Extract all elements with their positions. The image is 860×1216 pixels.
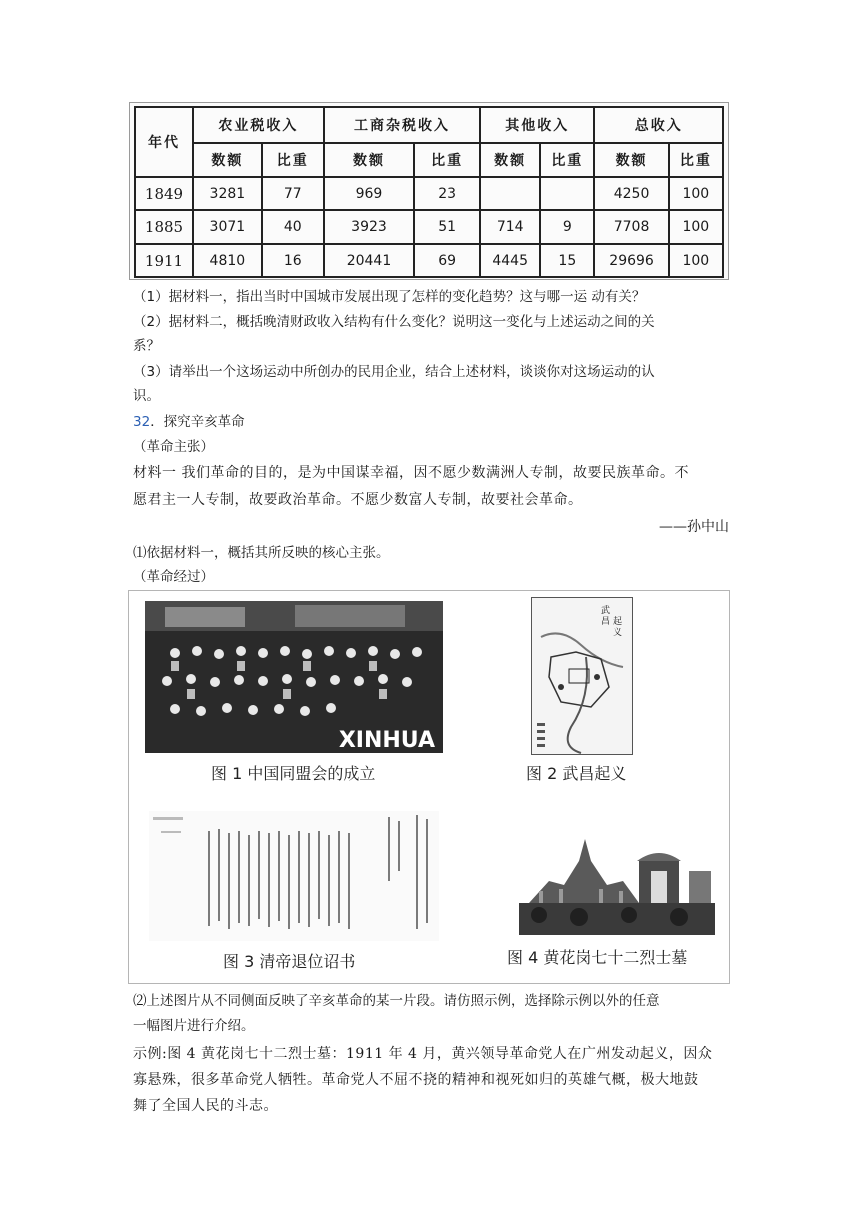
question-3-line1: （3）请举出一个这场运动中所创办的民用企业，结合上述材料，谈谈你对这场运动的认 — [133, 364, 655, 380]
material-source: ——孙中山 — [659, 519, 729, 535]
subheader-amount: 数额 — [193, 143, 262, 177]
header-total-income: 总收入 — [594, 107, 723, 143]
caption-figure-2: 图 2 武昌起义 — [526, 764, 627, 783]
table-cell: 29696 — [594, 244, 668, 277]
table-cell: 4250 — [594, 177, 668, 210]
table-cell — [480, 177, 540, 210]
table-cell: 9 — [540, 210, 594, 244]
table-row — [135, 210, 723, 244]
table-cell: 714 — [480, 210, 540, 244]
question-32-2-line1: ⑵上述图片从不同侧面反映了辛亥革命的某一片段。请仿照示例，选择除示例以外的任意 — [133, 993, 660, 1009]
map-label-char: 武 — [601, 606, 611, 616]
row-year: 1911 — [135, 244, 193, 277]
table-cell — [540, 177, 594, 210]
subheader-amount: 数额 — [480, 143, 540, 177]
section-32-title — [133, 411, 245, 433]
subheader-ratio: 比重 — [540, 143, 594, 177]
table-cell: 4445 — [480, 244, 540, 277]
question-number: 32 — [133, 414, 151, 430]
figure-panel — [128, 590, 730, 984]
table-cell: 4810 — [193, 244, 262, 277]
wuchang-uprising-map — [531, 597, 633, 755]
row-year: 1885 — [135, 210, 193, 244]
map-label-char: 起 — [613, 617, 623, 627]
photo-watermark: XINHUA — [338, 728, 435, 753]
table-row — [135, 244, 723, 277]
table-cell: 40 — [262, 210, 324, 244]
header-other-income: 其他收入 — [480, 107, 594, 143]
table-cell: 100 — [669, 244, 723, 277]
caption-figure-3: 图 3 清帝退位诏书 — [223, 952, 356, 971]
table-cell: 3281 — [193, 177, 262, 210]
table-cell: 100 — [669, 177, 723, 210]
table-cell: 969 — [324, 177, 414, 210]
question-1: （1）据材料一，指出当时中国城市发展出现了怎样的变化趋势？这与哪一运 动有关？ — [133, 289, 646, 305]
question-32-2-line2: 一幅图片进行介绍。 — [133, 1018, 255, 1034]
table-cell: 23 — [414, 177, 480, 210]
table-cell: 7708 — [594, 210, 668, 244]
table-cell: 20441 — [324, 244, 414, 277]
map-label-char: 昌 — [601, 617, 611, 627]
caption-figure-1: 图 1 中国同盟会的成立 — [211, 764, 376, 783]
revenue-table — [134, 106, 724, 278]
tongmenghui-photo — [145, 601, 443, 753]
example-line3: 舞了全国人民的斗志。 — [133, 1098, 278, 1114]
question-3-line2: 识。 — [133, 388, 160, 404]
question-2-line1: （2）据材料二，概括晚清财政收入结构有什么变化？说明这一变化与上述运动之间的关 — [133, 314, 655, 330]
table-cell: 69 — [414, 244, 480, 277]
subheader-amount: 数额 — [594, 143, 668, 177]
table-cell: 100 — [669, 210, 723, 244]
header-year: 年代 — [135, 107, 193, 177]
header-commerce-tax: 工商杂税收入 — [324, 107, 480, 143]
example-line2: 寡悬殊，很多革命党人牺牲。革命党人不屈不挠的精神和视死如归的英雄气概，极大地鼓 — [133, 1072, 699, 1088]
section-title-text: ．探究辛亥革命 — [150, 414, 245, 430]
subheader-ratio: 比重 — [669, 143, 723, 177]
material-one-line1: 材料一 我们革命的目的，是为中国谋幸福，因不愿少数满洲人专制，故要民族革命。不 — [133, 465, 689, 481]
material-one-line2: 愿君主一人专制，故要政治革命。不愿少数富人专制，故要社会革命。 — [133, 492, 583, 508]
table-cell: 15 — [540, 244, 594, 277]
map-label-char: 义 — [613, 628, 623, 638]
table-cell: 3071 — [193, 210, 262, 244]
huanghuagang-memorial-photo — [519, 831, 715, 935]
table-cell: 16 — [262, 244, 324, 277]
table-cell: 3923 — [324, 210, 414, 244]
revenue-table-image — [129, 102, 729, 280]
header-agri-tax: 农业税收入 — [193, 107, 324, 143]
row-year: 1849 — [135, 177, 193, 210]
subheader-ratio: 比重 — [262, 143, 324, 177]
subheader-amount: 数额 — [324, 143, 414, 177]
question-32-1: ⑴依据材料一，概括其所反映的核心主张。 — [133, 545, 390, 561]
subheader-ratio: 比重 — [414, 143, 480, 177]
subheading-revolution-claims: （革命主张） — [133, 439, 214, 455]
table-cell: 77 — [262, 177, 324, 210]
question-2-line2: 系？ — [133, 338, 160, 354]
table-row — [135, 177, 723, 210]
example-line1: 示例:图 4 黄花岗七十二烈士墓：1911 年 4 月，黄兴领导革命党人在广州发动起义，因众 — [133, 1046, 713, 1062]
table-cell: 51 — [414, 210, 480, 244]
subheading-revolution-process: （革命经过） — [133, 569, 214, 585]
abdication-edict-image — [149, 811, 439, 941]
caption-figure-4: 图 4 黄花岗七十二烈士墓 — [507, 948, 688, 967]
